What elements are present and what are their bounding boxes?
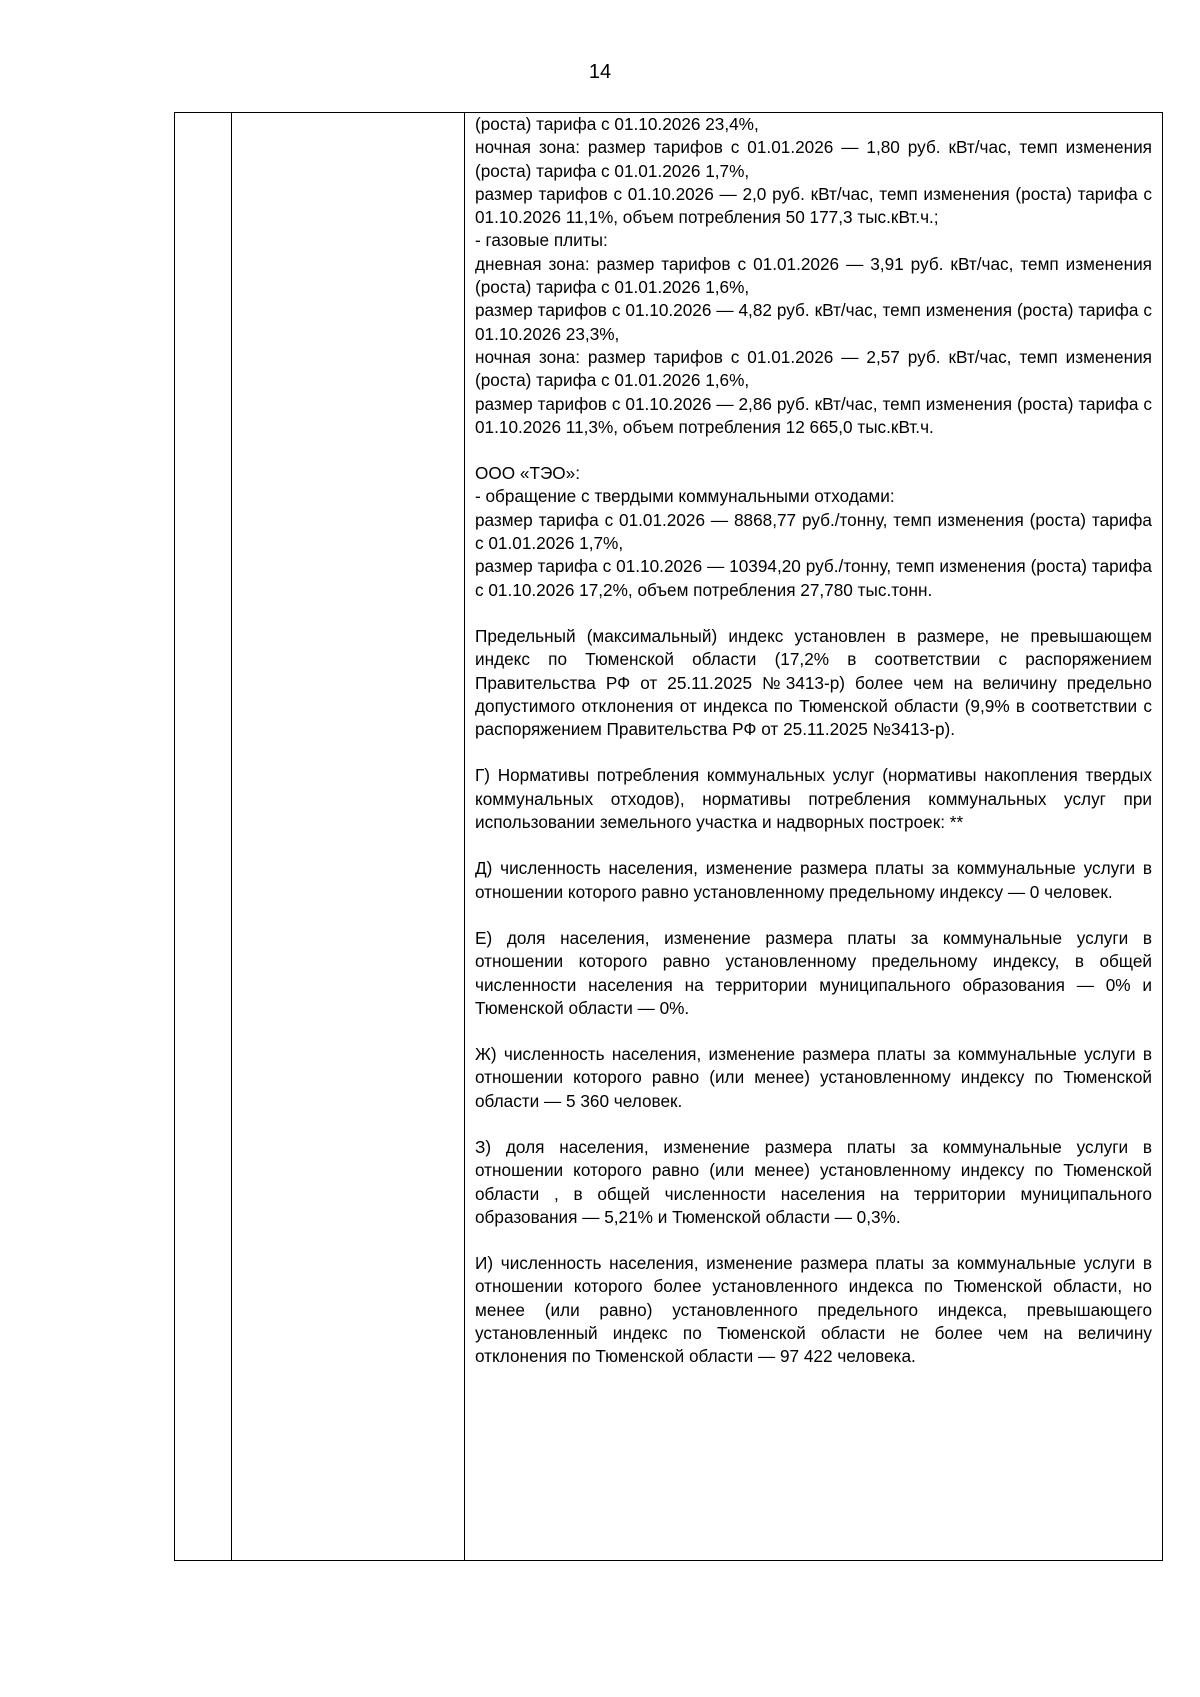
table-cell-content [465,113,1163,1561]
paragraph: размер тарифов с 01.10.2026 — 4,82 руб. кВт/час, темп изменения (роста) тарифа с 01.10.2026 23,3%, [475,300,1152,344]
paragraph: размер тарифов с 01.10.2026 — 2,86 руб. кВт/час, темп изменения (роста) тарифа с 01.10.2026 11,3%, объем потребления 12 665,0 тыс.кВт.ч. [475,393,1152,437]
paragraph: ООО «ТЭО»: [475,463,580,484]
paragraph: - газовые плиты: [475,230,608,251]
table-cell-number [175,113,232,1561]
paragraph: размер тарифов с 01.10.2026 — 2,0 руб. кВт/час, темп изменения (роста) тарифа с 01.10.2026 11,1%, объем потребления 50 177,3 тыс.кВт.ч.; [475,183,1152,228]
block-teo [475,462,1152,602]
paragraph-max-index: Предельный (максимальный) индекс установлен в размере, не превышающем индекс по Тюменской области (17,2% в соответствии с распоряжением Правительства РФ от 25.11.2025 №3413-р) более чем на величину предельно допустимого отклонения от индекса по Тюменской области (9,9% в соответствии с распоряжением Правительства РФ от 25.11.2025 №3413-р). [475,625,1152,740]
table-row [175,113,1163,1561]
paragraph-e: Е) доля населения, изменение размера платы за коммунальные услуги в отношении которого равно установленному предельному индексу, в общей численности населения на территории муниципального образования — 0% и Тюменской области — 0%. [475,927,1152,1018]
paragraph-zh: Ж) численность населения, изменение размера платы за коммунальные услуги в отношении которого равно (или менее) установленному индексу по Тюменской области — 5 360 человек. [475,1044,1152,1111]
paragraph: размер тарифа с 01.10.2026 — 10394,20 руб./тонну, темп изменения (роста) тарифа с 01.10.2026 17,2%, объем потребления 27,780 тыс.тонн. [475,556,1152,600]
table-cell-name [232,113,465,1561]
paragraph-g: Г) Нормативы потребления коммунальных услуг (нормативы накопления твердых коммунальных отходов), нормативы потребления коммунальных услуг при использовании земельного участка и надворных построек: ** [475,765,1152,833]
content-text [465,113,1162,1369]
paragraph-z: З) доля населения, изменение размера платы за коммунальные услуги в отношении которого равно (или менее) установленному индексу по Тюменской области , в общей численности населения на территории муниципального образования — 5,21% и Тюменской области — 0,3%. [475,1136,1152,1227]
paragraph-d: Д) численность населения, изменение размера платы за коммунальные услуги в отношении которого равно установленному предельному индексу — 0 человек. [475,858,1152,902]
paragraph: - обращение с твердыми коммунальными отходами: [475,486,895,507]
document-table [174,112,1163,1561]
paragraph: дневная зона: размер тарифов с 01.01.2026 — 3,91 руб. кВт/час, темп изменения (роста) тарифа с 01.01.2026 1,6%, [475,253,1152,298]
paragraph: (роста) тарифа с 01.10.2026 23,4%, [475,114,759,134]
paragraph: ночная зона: размер тарифов с 01.01.2026 — 2,57 руб. кВт/час, темп изменения (роста) тарифа с 01.01.2026 1,6%, [475,346,1152,391]
paragraph-i: И) численность населения, изменение размера платы за коммунальные услуги в отношении которого более установленного индекса по Тюменской области, но менее (или равно) установленного предельного индекса, превышающего установленный индекс по Тюменской области не более чем на величину отклонения по Тюменской области — 97 422 человека. [475,1253,1152,1367]
paragraph: размер тарифа с 01.01.2026 — 8868,77 руб./тонну, темп изменения (роста) тарифа с 01.01.2026 1,7%, [475,509,1152,554]
block-electro [475,113,1152,439]
paragraph: ночная зона: размер тарифов с 01.01.2026 — 1,80 руб. кВт/час, темп изменения (роста) тарифа с 01.01.2026 1,7%, [475,137,1152,181]
page-number: 14 [588,61,612,83]
